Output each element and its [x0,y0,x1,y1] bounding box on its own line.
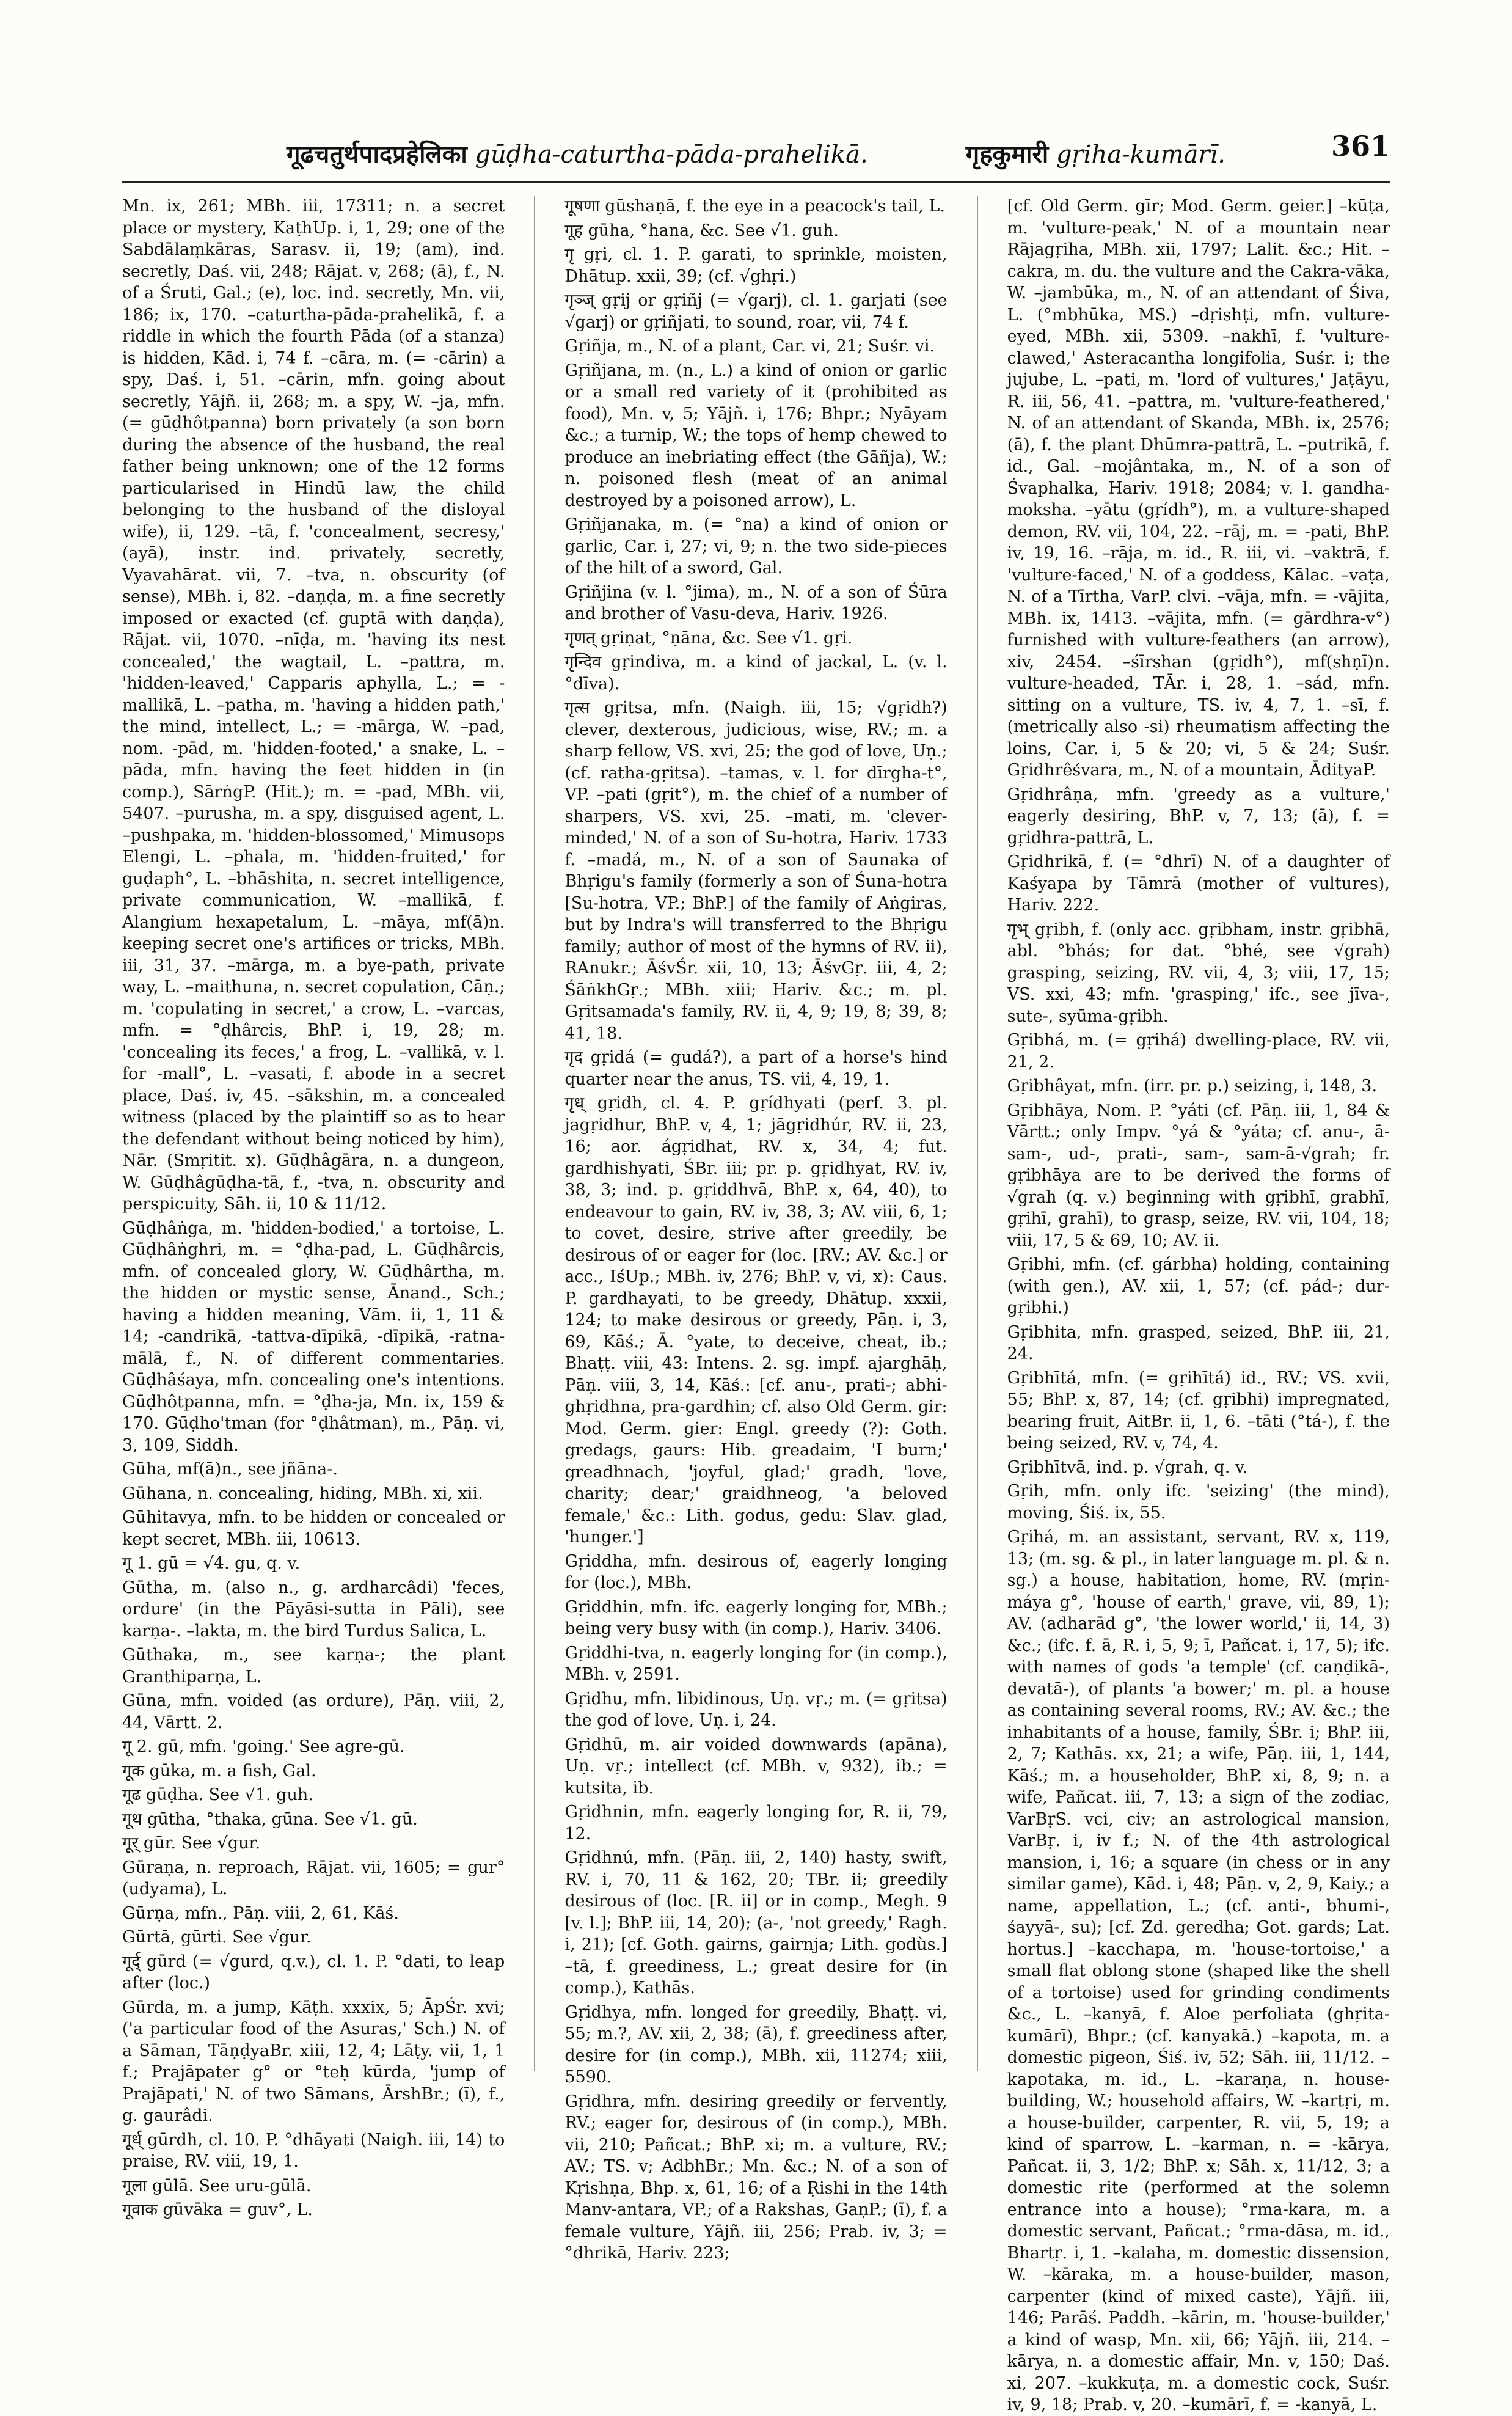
dictionary-entry: Gṛibhītvā, ind. p. √grah, q. v. [1007,1457,1248,1477]
column-divider [534,196,535,2071]
dictionary-entry: गृत्स gṛitsa, mfn. (Naigh. iii, 15; √gṛidh?) clever, dexterous, judicious, wise, RV.; m. a sharp fellow, VS. xvi, 25; the god of love, Uṇ.; (cf. ratha-gṛitsa). –tamas, v. l. for dīrgha-t°, VP. –pati (gṛit°), m. the chief of a number of sharpers, VS. xvi, 25. –mati, m. 'clever-minded,' N. of a son of Su-hotra, Hariv. 1733 f. –madá, m., N. of a son of Saunaka of Bhṛigu's family (formerly a son of Śuna-hotra [Su-hotra, VP.; BhP.] of the family of Aṅgiras, but by Indra's will transferred to the Bhṛigu family; author of most of the hymns of RV. ii), RAnukr.; ĀśvŚr. xii, 10, 13; ĀśvGṛ. iii, 4, 2; ŚāṅkhGṛ.; MBh. xiii; Hariv. &c.; m. pl. Gṛitsamada's family, RV. ii, 4, 9; 19, 8; 39, 8; 41, 18. [564,698,948,1043]
column-middle [564,196,948,2263]
dictionary-entry: Gṛidhu, mfn. libidinous, Uṇ. vṛ.; m. (= gṛitsa) the god of love, Uṇ. i, 24. [564,1689,948,1730]
dictionary-entry: Gṛiddhi-tva, n. eagerly longing for (in comp.), MBh. v, 2591. [564,1643,948,1684]
dictionary-entry: गूला gūlā. See uru-gūlā. [122,2176,312,2195]
dictionary-entry: Gṛibhâyat, mfn. (irr. pr. p.) seizing, i, 148, 3. [1007,1077,1378,1096]
dictionary-entry: Gūraṇa, n. reproach, Rājat. vii, 1605; = gur° (udyama), L. [122,1858,505,1898]
header-left-roman: gūḍha-caturtha-pāda-prahelikā. [475,140,868,169]
column-left [122,196,505,2219]
dictionary-entry: गू 2. gū, mfn. 'going.' See agre-gū. [122,1737,405,1756]
dictionary-entry: गूर्द् gūrd (= √gurd, q.v.), cl. 1. P. °dati, to leap after (loc.) [122,1952,505,1993]
dictionary-entry: Gūhana, n. concealing, hiding, MBh. xi, xii. [122,1484,483,1503]
header-right-devanagari: गृहकुमारी [965,139,1049,169]
dictionary-entry: गृ gṛi, cl. 1. P. garati, to sprinkle, moisten, Dhātup. xxii, 39; (cf. √ghṛi.) [564,245,948,286]
dictionary-entry: Gūrṇa, mfn., Pāṇ. viii, 2, 61, Kāś. [122,1903,399,1923]
dictionary-entry: गृणत् gṛiṇat, °ṇāna, &c. See √1. gṛi. [564,628,853,648]
dictionary-entry: गूवाक gūvāka = guv°, L. [122,2200,313,2219]
dictionary-entry: Gūrtā, gūrti. See √gur. [122,1928,312,1947]
header-right [966,136,1225,170]
dictionary-entry: Gṛih, mfn. only ifc. 'seizing' (the mind), moving, Śiś. ix, 55. [1007,1482,1390,1523]
dictionary-entry: गूषणा gūshaṇā, f. the eye in a peacock's tail, L. [564,197,945,216]
dictionary-entry: Gṛidhrikā, f. (= °dhrī) N. of a daughter of Kaśyapa by Tāmrā (mother of vultures), Hariv. 222. [1007,852,1390,915]
dictionary-entry: गूर् gūr. See √gur. [122,1834,261,1853]
dictionary-entry: गृञ्ज् gṛij or gṛiñj (= √garj), cl. 1. garjati (see √garj) or gṛiñjati, to sound, roar, vii, 74 f. [564,291,948,332]
header-left [287,136,868,170]
dictionary-entry: Gṛidhnin, mfn. eagerly longing for, R. ii, 79, 12. [564,1803,948,1843]
dictionary-entry: Gṛidhnú, mfn. (Pāṇ. iii, 2, 140) hasty, swift, RV. i, 70, 11 & 162, 20; TBr. ii; greedily desirous of (loc. [R. ii] or in comp., Megh. 9 [v. l.]; BhP. iii, 14, 20); (a-, 'not greedy,' Ragh. i, 21); [cf. Goth. gairns, gairnja; Lith. godùs.] –tā, f. greediness, L.; great desire for (in comp.), Kathās. [564,1848,948,1997]
dictionary-entry: Gṛibhita, mfn. grasped, seized, BhP. iii, 21, 24. [1007,1322,1390,1363]
dictionary-entry: गूथ gūtha, °thaka, gūna. See √1. gū. [122,1809,418,1829]
header-rule [122,181,1390,183]
header-right-roman: gṛiha-kumārī. [1056,140,1225,169]
dictionary-entry: गूक gūka, m. a fish, Gal. [122,1761,316,1781]
dictionary-entry: गृद gṛidá (= gudá?), a part of a horse's hind quarter near the anus, TS. vii, 4, 19, 1. [564,1048,948,1089]
dictionary-entry: Gṛidhū, m. air voided downwards (apāna), Uṇ. vṛ.; intellect (cf. MBh. v, 932), ib.; = kutsita, ib. [564,1735,948,1798]
columns [122,196,1390,2414]
dictionary-entry: Gūha, mf(ā)n., see jñāna-. [122,1460,338,1479]
dictionary-entry: Gṛidhya, mfn. longed for greedily, Bhaṭṭ. vi, 55; m.?, AV. xii, 2, 38; (ā), f. greediness after, desire for (in comp.), MBh. xii, 11274; xiii, 5590. [564,2002,948,2087]
dictionary-entry: गृन्दिव gṛindiva, m. a kind of jackal, L. (v. l. °dīva). [564,653,948,694]
page-number: 361 [1331,130,1390,163]
dictionary-entry: Gṛiñja, m., N. of a plant, Car. vi, 21; Suśr. vi. [564,337,935,356]
dictionary-entry: Gṛibhītá, mfn. (= gṛihītá) id., RV.; VS. xvii, 55; BhP. x, 87, 14; (cf. gṛibhi) impregnated, bearing fruit, AitBr. ii, 1, 6. –tāti (°tá-), f. the being seized, RV. v, 74, 4. [1007,1368,1390,1452]
dictionary-entry: Gūrda, m. a jump, Kāṭh. xxxix, 5; ĀpŚr. xvi; ('a particular food of the Asuras,' Sch.) N. of a Sāman, TāṇḍyaBr. xiii, 12, 4; Lāṭy. vii, 1, 1 f.; Prajāpater g° or °teḥ kūrda, 'jump of Prajāpati,' N. of two Sāmans, ĀrshBr.; (ī), f., g. gaurâdi. [122,1997,505,2125]
dictionary-entry: गू 1. gū = √4. gu, q. v. [122,1554,301,1573]
dictionary-entry: Gṛiddha, mfn. desirous of, eagerly longing for (loc.), MBh. [564,1551,948,1592]
dictionary-entry: गूह gūha, °hana, &c. See √1. guh. [564,221,839,240]
dictionary-entry: Gṛiñjanaka, m. (= °na) a kind of onion or garlic, Car. i, 27; vi, 9; n. the two side-pieces of the hilt of a sword, Gal. [564,515,948,577]
dictionary-entry: Gṛiddhin, mfn. ifc. eagerly longing for, MBh.; being very busy with (in comp.), Hariv. 3406. [564,1597,948,1638]
dictionary-entry: Gūhitavya, mfn. to be hidden or concealed or kept secret, MBh. iii, 10613. [122,1508,505,1549]
column-divider [977,196,978,2071]
running-header [122,125,1390,180]
dictionary-entry: गृभ् gṛibh, f. (only acc. gṛibham, instr. gṛibhā, abl. °bhás; for dat. °bhé, see √grah) grasping, seizing, RV. vii, 4, 3; viii, 17, 15; VS. xxi, 43; mfn. 'grasping,' ifc., see jīva-, sute-, syūma-gṛibh. [1007,920,1390,1026]
dictionary-entry: Gṛibhá, m. (= gṛihá) dwelling-place, RV. vii, 21, 2. [1007,1031,1390,1072]
dictionary-entry: Gṛihá, m. an assistant, servant, RV. x, 119, 13; (m. sg. & pl., in later language m. pl. & n. sg.) a house, habitation, home, RV. (mṛin-máya g°, 'house of earth,' grave, vii, 89, 1); AV. (adharād g°, 'the lower world,' ii, 14, 3) &c.; (ifc. f. ā, R. i, 5, 9; ī, Pañcat. i, 17, 5); ifc. with names of gods 'a temple' (cf. caṇḍikā-, devatā-), of plants 'a bower;' m. pl. a house as containing several rooms, RV.; AV. &c.; the inhabitants of a house, family, ŚBr. i; BhP. iii, 2, 7; Kathās. xx, 21; a wife, Pāṇ. iii, 1, 144, Kāś.; m. a householder, BhP. xi, 8, 9; n. a wife, Pañcat. iii, 7, 13; a sign of the zodiac, VarBṛS. vci, civ; an astrological mansion, VarBṛ. i, iv f.; N. of the 4th astrological mansion, i, 16; a square (in chess or in any similar game), Kād. i, 48; Pāṇ. v, 2, 9, Kaiy.; a name, appellation, L.; (cf. anti-, bhumi-, śayyā-, su); [cf. Zd. geredha; Got. gards; Lat. hortus.] –kacchapa, m. 'house-tortoise,' a small flat oblong stone (shaped like the shell of a tortoise) used for grinding condiments &c., L. –kanyā, f. Aloe perfoliata (ghṛita-kumārī), Bhpr.; (cf. kanyakā.) –kapota, m. a domestic pigeon, Śiś. iv, 52; Sāh. iii, 11/12. –kapotaka, m. id., L. –karaṇa, n. house-building, W.; household affairs, W. –kartṛi, m. a house-builder, carpenter, R. vii, 5, 19; a kind of sparrow, L. –karman, n. = -kārya, Pañcat. ii, 3, 1/2; BhP. x; Sāh. x, 11/12, 3; a domestic rite (performed at the solemn entrance into a house); °rma-kara, m. a domestic servant, Pañcat.; °rma-dāsa, m. id., Bhartṛ. i, 1. –kalaha, m. domestic dissension, W. –kāraka, m. a house-builder, mason, carpenter (kind of mixed caste), Yājñ. iii, 146; Parāś. Paddh. –kārin, m. 'house-builder,' a kind of wasp, Mn. xii, 66; Yājñ. iii, 214. –kārya, n. a domestic affair, Mn. v, 150; Daś. xi, 207. –kukkuṭa, m. a domestic cock, Suśr. iv, 9, 18; Prab. v, 20. –kumārī, f. = -kanyā, L. [1007,1528,1390,2414]
dictionary-entry: Gṛibhāya, Nom. P. °yáti (cf. Pāṇ. iii, 1, 84 & Vārtt.; only Impv. °yá & °yáta; cf. anu-, ā-sam-, ud-, prati-, sam-, sam-ā-√grah; fr. gṛibhāya are to be derived the forms of √grah (q. v.) beginning with gṛibhī, grabhī, gṛihī, grahī), to grasp, seize, RV. vii, 104, 18; viii, 17, 5 & 69, 10; AV. ii. [1007,1100,1390,1250]
dictionary-entry: Gṛiñjina (v. l. °jima), m., N. of a son of Śūra and brother of Vasu-deva, Hariv. 1926. [564,582,948,623]
dictionary-entry: गूढ gūḍha. See √1. guh. [122,1785,313,1804]
dictionary-entry: Gṛidhrâṇa, mfn. 'greedy as a vulture,' eagerly desiring, BhP. v, 7, 13; (ā), f. = gṛidhra-pattrā, L. [1007,785,1390,847]
dictionary-entry: [cf. Old Germ. gīr; Mod. Germ. geier.] –kūṭa, m. 'vulture-peak,' N. of a mountain near Rājagṛiha, MBh. xii, 1797; Lalit. &c.; Hit. –cakra, m. du. the vulture and the Cakra-vāka, W. –jambūka, m., N. of an attendant of Śiva, L. (°mbhūka, MS.) –dṛishṭi, mfn. vulture-eyed, MBh. xii, 5309. –nakhī, f. 'vulture-clawed,' Asteracantha longifolia, Suśr. i; the jujube, L. –pati, m. 'lord of vultures,' Jaṭāyu, R. iii, 56, 41. –pattra, m. 'vulture-feathered,' N. of an attendant of Skanda, MBh. ix, 2576; (ā), f. the plant Dhūmra-pattrā, L. –putrikā, f. id., Gal. –mojântaka, m., N. of a son of Śvaphalka, Hariv. 1918; 2084; v. l. gandha-moksha. –yātu (gṛídh°), m. a vulture-shaped demon, RV. vii, 104, 22. –rāj, m. = -pati, BhP. iv, 19, 16. –rāja, m. id., R. iii, vi. –vaktrā, f. 'vulture-faced,' N. of a goddess, Kālac. –vaṭa, N. of a Tīrtha, VarP. clvi. –vāja, mfn. = -vājita, MBh. ix, 1413. –vājita, mfn. (= gārdhra-v°) furnished with vulture-feathers (an arrow), xiv, 2454. –śīrshan (gṛidh°), mf(shṇī)n. vulture-headed, TĀr. i, 28, 1. –sád, mfn. sitting on a vulture, TS. iv, 4, 7, 1. –sī, f. (metrically also -si) rheumatism affecting the loins, Car. i, 5 & 20; vi, 5 & 24; Suśr. Gṛidhrêśvara, m., N. of a mountain, ĀdityaP. [1007,197,1390,780]
dictionary-entry: गूर्ध् gūrdh, cl. 10. P. °dhāyati (Naigh. iii, 14) to praise, RV. viii, 19, 1. [122,2130,505,2171]
header-left-devanagari: गूढचतुर्थपादप्रहेलिका [287,139,467,169]
dictionary-entry: Gūtha, m. (also n., g. ardharcâdi) 'feces, ordure' (in the Pāyāsi-sutta in Pāli), see karṇa-. –lakta, m. the bird Turdus Salica, L. [122,1578,505,1641]
dictionary-entry: Gṛibhi, mfn. (cf. gárbha) holding, containing (with gen.), AV. xii, 1, 57; (cf. pád-; dur-gṛibhi.) [1007,1255,1390,1317]
dictionary-entry: Gūna, mfn. voided (as ordure), Pāṇ. viii, 2, 44, Vārtt. 2. [122,1691,505,1732]
dictionary-entry: Gṛiñjana, m. (n., L.) a kind of onion or garlic or a small red variety of it (prohibited as food), Mn. v, 5; Yājñ. i, 176; Bhpr.; Nyāyam &c.; a turnip, W.; the tops of hemp chewed to produce an inebriating effect (the Gāñja), W.; n. poisoned flesh (meat of an animal destroyed by a poisoned arrow), L. [564,361,948,510]
dictionary-entry: Gṛidhra, mfn. desiring greedily or fervently, RV.; eager for, desirous of (in comp.), MBh. vii, 210; Pañcat.; BhP. xi; m. a vulture, RV.; AV.; TS. v; AdbhBr.; Mn. &c.; N. of a son of Kṛishṇa, Bhp. x, 61, 16; of a Ṛishi in the 14th Manv-antara, VP.; of a Rakshas, GaṇP.; (ī), f. a female vulture, Yājñ. iii, 256; Prab. iv, 3; = °dhrikā, Hariv. 223; [564,2092,948,2263]
dictionary-entry: Mn. ix, 261; MBh. iii, 17311; n. a secret place or mystery, KaṭhUp. i, 1, 29; one of the Sabdālaṃkāras, Sarasv. ii, 19; (am), ind. secretly, Daś. vii, 248; Rājat. v, 268; (ā), f., N. of a Śruti, Gal.; (e), loc. ind. secretly, Mn. vii, 186; ix, 170. –caturtha-pāda-prahelikā, f. a riddle in which the fourth Pāda (of a stanza) is hidden, Kād. i, 74 f. –cāra, m. (= -cārin) a spy, Daś. i, 51. –cārin, mfn. going about secretly, Yājñ. ii, 268; m. a spy, W. –ja, mfn. (= gūḍhôtpanna) born privately (a son born during the absence of the husband, the real father being unknown; one of the 12 forms particularised in Hindū law, the child belonging to the husband of the disloyal wife), ii, 129. –tā, f. 'concealment, secresy,' (ayā), instr. ind. privately, secretly, Vyavahārat. vii, 7. –tva, n. obscurity (of sense), MBh. i, 82. –daṇḍa, m. a fine secretly imposed or exacted (cf. guptā with daṇḍa), Rājat. vii, 1070. –nīḍa, m. 'having its nest concealed,' the wagtail, L. –pattra, m. 'hidden-leaved,' Capparis aphylla, L.; = -mallikā, L. –patha, m. 'having a hidden path,' the mind, intellect, L.; = -mārga, W. –pad, nom. -pād, m. 'hidden-footed,' a snake, L. –pāda, mfn. having the feet hidden in (in comp.), SārṅgP. (Hit.); m. = -pad, MBh. vii, 5407. –purusha, m. a spy, disguised agent, L. –pushpaka, m. 'hidden-blossomed,' Mimusops Elengi, L. –phala, m. 'hidden-fruited,' for guḍaph°, L. –bhāshita, n. secret intelligence, private communication, W. –mallikā, f. Alangium hexapetalum, L. –māya, mf(ā)n. keeping secret one's artifices or tricks, MBh. iii, 31, 37. –mārga, m. a bye-path, private way, L. –maithuna, n. secret copulation, Cāṇ.; m. 'copulating in secret,' a crow, L. –varcas, mfn. = °ḍhârcis, BhP. i, 19, 28; m. 'concealing its feces,' a frog, L. –vallikā, v. l. for -mall°, L. –vasati, f. abode in a secret place, Daś. iv, 45. –sākshin, m. a concealed witness (placed by the plaintiff so as to hear the defendant without being noticed by him), Nār. (Smṛitit. x). Gūḍhâgāra, n. a dungeon, W. Gūḍhâgūḍha-tā, f., -tva, n. obscurity and perspicuity, Sāh. ii, 10 & 11/12. [122,197,505,1213]
dictionary-entry: Gūthaka, m., see karṇa-; the plant Granthiparṇa, L. [122,1645,505,1686]
dictionary-entry: गृध् gṛidh, cl. 4. P. gṛídhyati (perf. 3. pl. jagṛidhur, BhP. v, 4, 1; jāgṛidhúr, RV. ii, 23, 16; aor. ágṛidhat, RV. x, 34, 4; fut. gardhishyati, ŚBr. iii; pr. p. gṛidhyat, RV. iv, 38, 3; ind. p. gṛiddhvā, BhP. x, 64, 40), to endeavour to gain, RV. iv, 38, 3; AV. viii, 6, 1; to covet, desire, strive after greedily, be desirous of or eager for (loc. [RV.; AV. &c.] or acc., IśUp.; MBh. iv, 276; BhP. v, vi, x): Caus. P. gardhayati, to be greedy, Dhātup. xxxii, 124; to make desirous or greedy, Pāṇ. i, 3, 69, Kāś.; Ā. °yate, to deceive, cheat, ib.; Bhaṭṭ. viii, 43: Intens. 2. sg. impf. ajarghāḥ, Pāṇ. viii, 3, 14, Kāś.: [cf. anu-, prati-; abhi-ghṛidhna, pra-gardhin; cf. also Old Germ. gir: Mod. Germ. gier: Engl. greedy (?): Goth. gredags, gaurs: Hib. greadaim, 'I burn;' greadhnach, 'joyful, glad;' gradh, 'love, charity; dear;' graidhneog, 'a beloved female,' &c.: Lith. godus, gedu: Slav. glad, 'hunger.'] [564,1094,948,1547]
dictionary-entry: Gūḍhâṅga, m. 'hidden-bodied,' a tortoise, L. Gūḍhâṅghri, m. = °ḍha-pad, L. Gūḍhârcis, mfn. of concealed glory, W. Gūḍhârtha, m. the hidden or mystic sense, Ānand., Sch.; having a hidden meaning, Vām. ii, 1, 11 & 14; -candrikā, -tattva-dīpikā, -dīpikā, -ratna-mālā, f., N. of different commentaries. Gūḍhâśaya, mfn. concealing one's intentions. Gūḍhôtpanna, mfn. = °ḍha-ja, Mn. ix, 159 & 170. Gūḍho'tman (for °ḍhâtman), m., Pāṇ. vi, 3, 109, Siddh. [122,1218,505,1455]
column-right [1007,196,1390,2414]
